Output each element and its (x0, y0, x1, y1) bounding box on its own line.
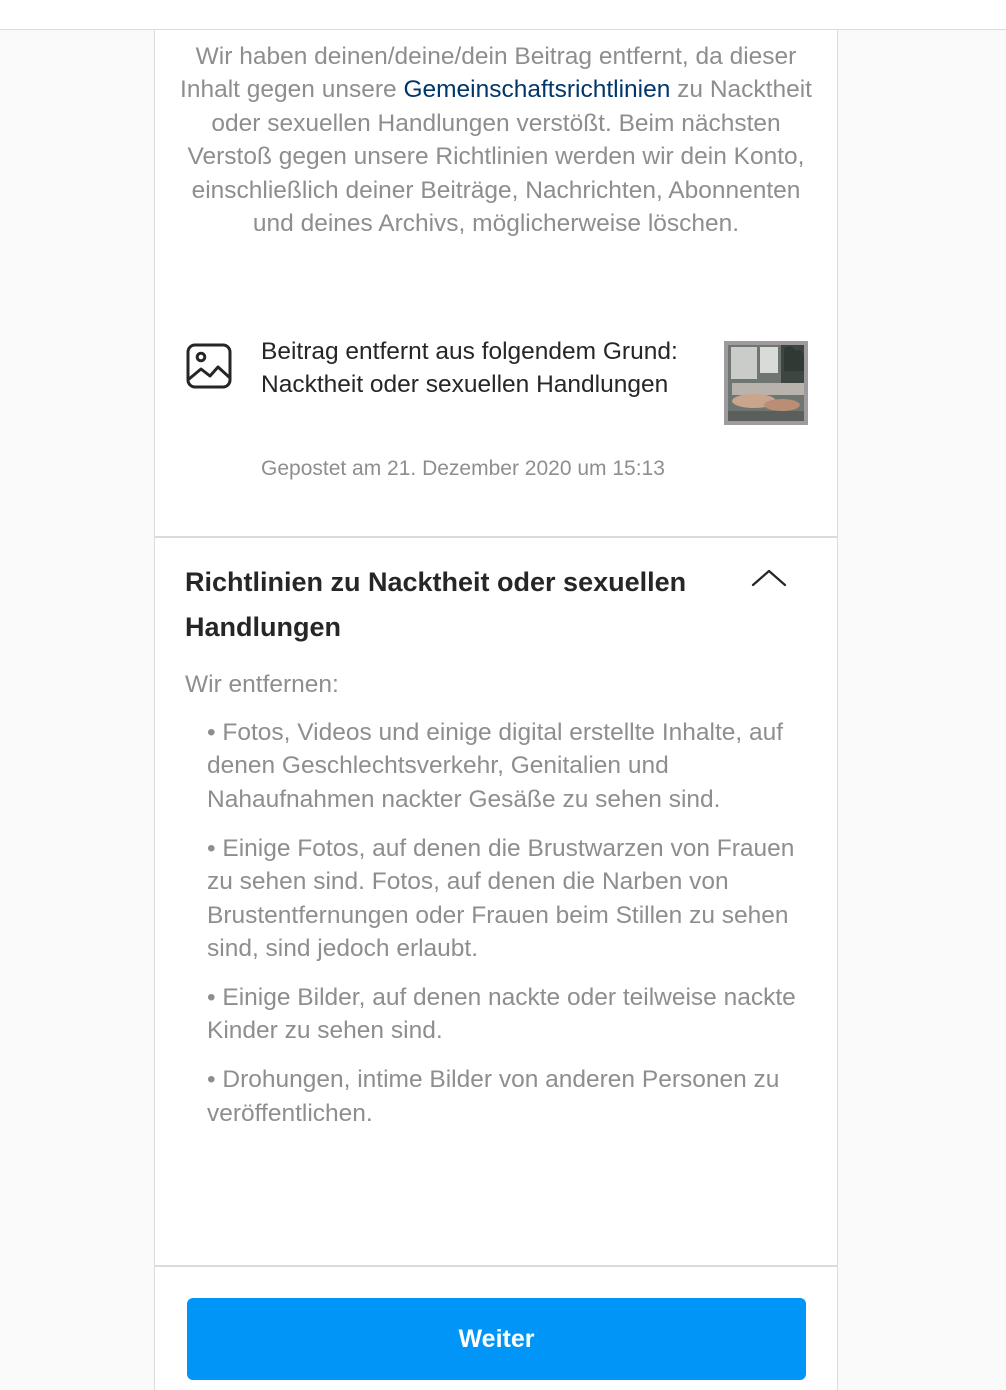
community-guidelines-link[interactable]: Gemeinschaftsrichtlinien (403, 76, 671, 104)
removal-notice (155, 40, 837, 240)
policy-bullet: • Fotos, Videos und einige digital erstellte Inhalte, auf denen Geschlechtsverkehr, Genitalien und Nahaufnahmen nackter Gesäße zu sehen sind. (207, 719, 784, 813)
policy-intro: Wir entfernen: (185, 671, 339, 698)
policy-bullet: • Einige Fotos, auf denen die Brustwarzen von Frauen zu sehen sind. Fotos, auf denen die Narben von Brustentfernungen oder Frauen beim Stillen zu sehen sind, sind jedoch erlaubt. (207, 834, 795, 962)
image-icon (185, 342, 233, 390)
posted-timestamp: Gepostet am 21. Dezember 2020 um 15:13 (261, 457, 665, 480)
continue-button[interactable]: Weiter (187, 1298, 806, 1380)
notice-text-start: Wir haben deinen/deine/dein Beitrag entfernt, da dieser Inhalt gegen unsere (180, 43, 797, 104)
section-divider (155, 536, 837, 538)
removed-post-row (155, 335, 837, 535)
content-panel (154, 30, 838, 1390)
policy-heading: Richtlinien zu Nacktheit oder sexuellen Handlungen (185, 567, 687, 642)
post-thumbnail (724, 341, 808, 425)
policy-bullet-list (207, 716, 817, 1145)
chevron-up-icon (749, 564, 789, 594)
policy-bullet: • Einige Bilder, auf denen nackte oder teilweise nackte Kinder zu sehen sind. (207, 983, 796, 1045)
policy-bullet: • Drohungen, intime Bilder von anderen Personen zu veröffentlichen. (207, 1066, 780, 1127)
notice-text-end: zu Nacktheit oder sexuellen Handlungen verstößt. Beim nächsten Verstoß gegen unsere Richtlinien werden wir dein Konto, einschließlich deiner Beiträge, Nachrichten, Abonnenten und deines Archivs, möglicherweise löschen. (187, 76, 812, 238)
footer-divider (155, 1265, 837, 1267)
collapse-toggle[interactable] (749, 564, 789, 594)
removal-reason: Beitrag entfernt aus folgendem Grund: Nacktheit oder sexuellen Handlungen (261, 338, 678, 399)
top-bar (0, 0, 1006, 30)
